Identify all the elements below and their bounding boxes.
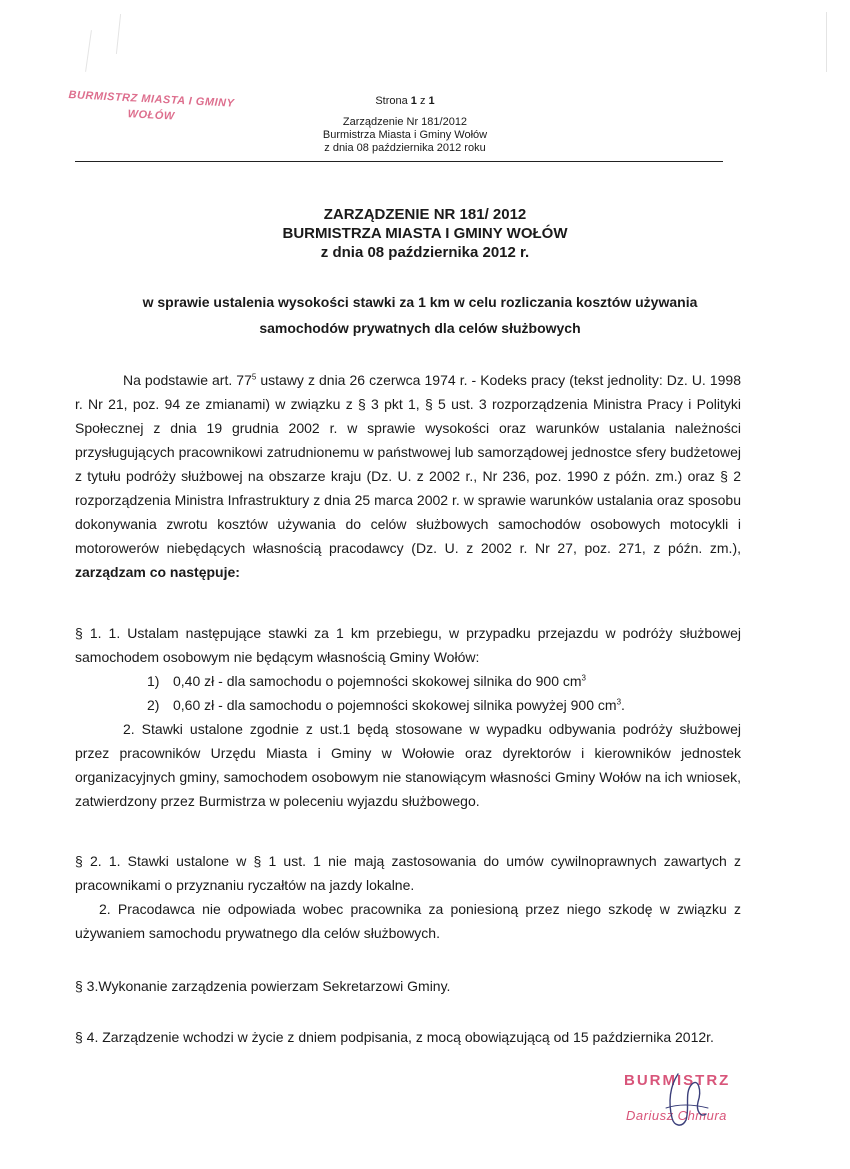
subject-line: w sprawie ustalenia wysokości stawki za 1 km w celu rozliczania kosztów używania	[142, 294, 698, 310]
superscript: 3	[581, 673, 586, 683]
section-1	[75, 621, 741, 813]
handwritten-signature	[648, 1068, 718, 1136]
rate-list-item	[75, 693, 741, 717]
header-line: z dnia 08 października 2012 roku	[324, 142, 486, 154]
title-line: ZARZĄDZENIE NR 181/ 2012	[323, 206, 527, 223]
section-1-intro: § 1. 1. Ustalam następujące stawki za 1 km przebiegu, w przypadku przejazdu w podróży służbowej samochodem osobowym nie będącym własnością Gminy Wołów:	[75, 625, 741, 665]
office-stamp	[67, 87, 258, 129]
document-subject	[70, 289, 770, 341]
signature-stamp-name: Dariusz Chmura	[626, 1108, 727, 1123]
section-2-point-1: § 2. 1. Stawki ustalone w § 1 ust. 1 nie mają zastosowania do umów cywilnoprawnych zawartych z pracownikami o przyznaniu ryczałtów na jazdy lokalne.	[75, 853, 741, 893]
rate-tail: .	[621, 697, 625, 713]
section-4: § 4. Zarządzenie wchodzi w życie z dniem podpisania, z mocą obowiązującą od 15 października 2012r.	[75, 1029, 714, 1045]
superscript: 5	[251, 372, 257, 382]
title-line: z dnia 08 października 2012 r.	[320, 244, 530, 261]
list-number: 2)	[147, 697, 160, 713]
document-header	[300, 95, 510, 155]
page-number	[300, 95, 510, 108]
page-of: z	[416, 95, 429, 107]
page-total: 1	[428, 95, 435, 107]
rate-list-item	[75, 669, 741, 693]
scan-artifact	[116, 14, 121, 54]
section-3: § 3.Wykonanie zarządzenia powierzam Sekretarzowi Gminy.	[75, 978, 451, 994]
superscript: 3	[616, 697, 622, 707]
scan-artifact	[85, 30, 92, 72]
header-line: Burmistrza Miasta i Gminy Wołów	[322, 129, 488, 141]
stamp-line: WOŁÓW	[127, 108, 175, 123]
list-number: 1)	[147, 673, 160, 689]
section-2-point-2: 2. Pracodawca nie odpowiada wobec pracownika za poniesioną przez niego szkodę w związku z używaniem samochodu prywatnego dla celów służbowych.	[75, 901, 741, 941]
document-title	[0, 205, 850, 262]
signature-block	[618, 1068, 778, 1138]
preamble-decision: zarządzam co następuje:	[75, 564, 240, 580]
header-divider	[75, 161, 723, 162]
stamp-line: BURMISTRZ MIASTA I GMINY	[68, 89, 235, 110]
page-current: 1	[410, 95, 417, 107]
subject-line: samochodów prywatnych dla celów służbowych	[259, 320, 581, 336]
signature-stamp-title: BURMISTRZ	[624, 1072, 731, 1089]
header-line: Zarządzenie Nr 181/2012	[342, 116, 468, 128]
title-line: BURMISTRZA MIASTA I GMINY WOŁÓW	[282, 225, 568, 242]
rate-list	[75, 669, 741, 717]
rate-text: 0,60 zł - dla samochodu o pojemności skokowej silnika powyżej 900 cm	[173, 697, 617, 713]
page-label: Strona	[375, 95, 411, 107]
section-1-point-2: 2. Stawki ustalone zgodnie z ust.1 będą stosowane w wypadku odbywania podróży służbowej przez pracowników Urzędu Miasta i Gminy w Wołowie oraz dyrektorów i kierowników jednostek organizacyjnych gminy, samochodem osobowym nie stanowiącym własności Gminy Wołów na ich wniosek, zatwierdzony przez Burmistrza w poleceniu wyjazdu służbowego.	[75, 721, 741, 809]
rate-text: 0,40 zł - dla samochodu o pojemności skokowej silnika do 900 cm	[173, 673, 582, 689]
preamble-paragraph	[75, 368, 741, 584]
section-2	[75, 849, 741, 945]
preamble-text: Na podstawie art. 77	[123, 372, 252, 388]
preamble-text: ustawy z dnia 26 czerwca 1974 r. - Kodeks pracy (tekst jednolity: Dz. U. 1998 r. Nr 21, poz. 94 ze zmianami) w związku z § 3 pkt 1, § 5 ust. 3 rozporządzenia Ministra Pracy i Polityki Społecznej z dnia 19 grudnia 2002 r. w sprawie wysokości oraz warunków ustalania należności przysługujących pracownikowi zatrudnionemu w państwowej lub samorządowej jednostce sfery budżetowej z tytułu podróży służbowej na obszarze kraju (Dz. U. z 2002 r., Nr 236, poz. 1990 z późn. zm.) oraz § 2 rozporządzenia Ministra Infrastruktury z dnia 25 marca 2002 r. w sprawie warunków ustalania oraz sposobu dokonywania zwrotu kosztów używania do celów służbowych samochodów osobowych motocykli i motorowerów niebędących własnością pracodawcy (Dz. U. z 2002 r. Nr 27, poz. 271, z późn. zm.),	[75, 372, 741, 556]
scan-artifact	[826, 12, 827, 72]
